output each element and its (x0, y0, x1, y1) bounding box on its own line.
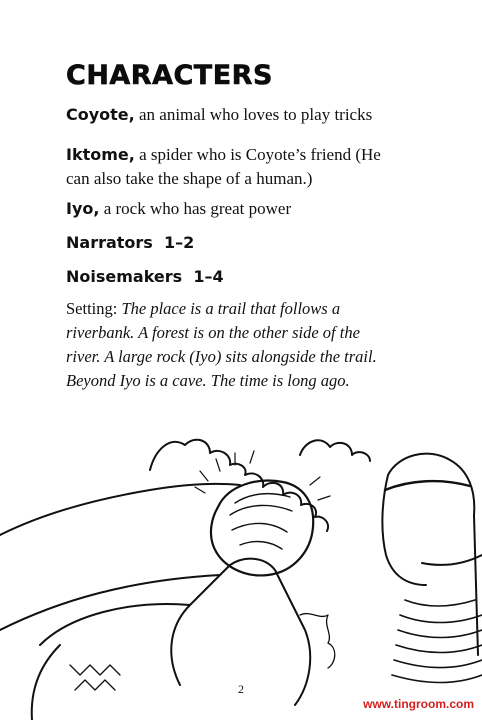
character-entry-iktome (66, 143, 396, 191)
character-name: Iyo, (66, 199, 100, 218)
role-label: Noisemakers (66, 267, 183, 286)
character-description: a spider who is Coyote’s friend (He can also take the shape of a human.) (66, 145, 381, 188)
watermark-text: www.tingroom.com (363, 697, 474, 711)
character-description: a rock who has great power (103, 199, 292, 218)
setting-label: Setting: (66, 299, 118, 318)
man-figure-outline (382, 454, 482, 655)
coyote-outline (32, 559, 310, 720)
character-description: an animal who loves to play tricks (138, 105, 373, 124)
setting-description: The place is a trail that follows a riverbank. A forest is on the other side of the river. A large rock (Iyo) sits alongside the trail. Beyond Iyo is a cave. The time is long ago. (66, 299, 377, 390)
page-number: 2 (238, 682, 244, 696)
scene-illustration (0, 415, 482, 720)
role-label: Narrators (66, 233, 153, 252)
role-range: 1–2 (163, 233, 195, 252)
coyote-pattern (70, 614, 335, 690)
character-entry-coyote (66, 103, 396, 127)
role-narrators (66, 233, 194, 252)
setting-paragraph (66, 297, 396, 393)
necklace-rows (392, 600, 482, 683)
rock-stripes (230, 494, 292, 549)
character-entry-iyo (66, 197, 396, 221)
character-name: Coyote, (66, 105, 135, 124)
role-noisemakers (66, 267, 224, 286)
rock-glow-rays (195, 451, 330, 500)
role-range: 1–4 (193, 267, 224, 286)
character-name: Iktome, (66, 145, 135, 164)
page-heading: CHARACTERS (66, 60, 273, 91)
man-headband (385, 481, 470, 490)
